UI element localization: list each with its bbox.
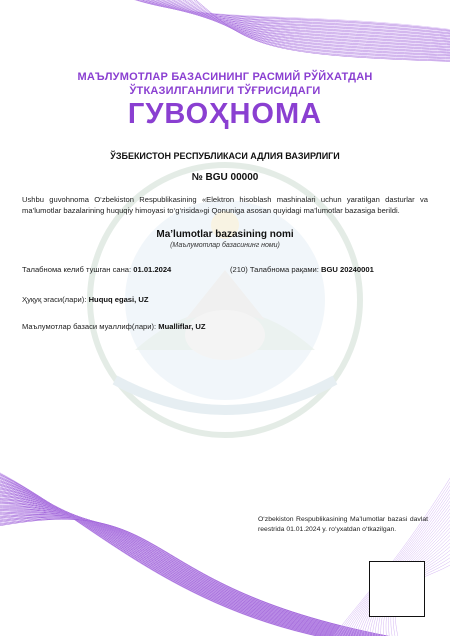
database-name-hint: (Маълумотлар базасининг номи) xyxy=(170,242,280,249)
header-line-1: МАЪЛУМОТЛАР БАЗАСИНИНГ РАСМИЙ РЎЙХАТДАН xyxy=(77,71,373,83)
certificate-title: ГУВОҲНОМА xyxy=(127,98,323,130)
registration-note: O‘zbekiston Respublikasining Ma’lumotlar bazasi davlat reestrida 01.01.2024 y. ro‘yxatdan o‘tkazilgan. xyxy=(258,516,428,533)
certificate-number: № BGU 00000 xyxy=(191,172,259,183)
database-name: Ma’lumotlar bazasining nomi xyxy=(156,229,294,240)
qr-code-box xyxy=(369,561,425,617)
application-date-label: Талабнома келиб тушган сана: xyxy=(22,265,132,274)
application-number-label: (210) Талабнома рақами: xyxy=(230,265,319,274)
authors-label: Маълумотлар базаси муаллиф(лари): xyxy=(22,322,157,331)
header-line-2: ЎТКАЗИЛГАНЛИГИ ТЎҒРИСИДАГИ xyxy=(129,85,321,97)
ministry-name: ЎЗБЕКИСТОН РЕСПУБЛИКАСИ АДЛИЯ ВАЗИРЛИГИ xyxy=(110,151,340,161)
rights-holder-row xyxy=(22,295,149,304)
application-date-value: 01.01.2024 xyxy=(133,265,172,274)
rights-holder-label: Ҳуқуқ эгаси(лари): xyxy=(22,295,87,304)
application-number-value: BGU 20240001 xyxy=(321,265,374,274)
application-number-row xyxy=(230,265,374,274)
authors-row xyxy=(22,322,206,331)
rights-holder-value: Huquq egasi, UZ xyxy=(88,295,149,304)
application-date-row xyxy=(22,265,171,274)
authors-value: Mualliflar, UZ xyxy=(158,322,206,331)
intro-paragraph: Ushbu guvohnoma O‘zbekiston Respublikasining «Elektron hisoblash mashinalari uchun yaratilgan dasturlar va ma’lumotlar bazalarining huquqiy himoyasi to‘g‘risida»gi Qonuniga asosan quyidagi ma’lumotlar bazasiga berildi. xyxy=(22,195,428,215)
